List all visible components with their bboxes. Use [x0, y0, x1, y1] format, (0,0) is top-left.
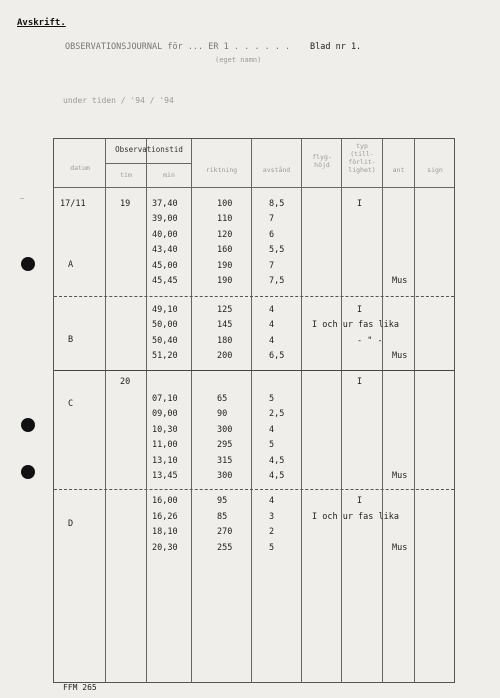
cell-avstand: 5 [269, 440, 275, 450]
cell-ant: Mus [392, 276, 408, 286]
cell-avstand: 6,5 [269, 351, 285, 361]
cell-typ: I [357, 305, 363, 315]
cell-avstand: 4 [269, 320, 275, 330]
observation-journal-line: OBSERVATIONSJOURNAL för ... ER 1 . . . . . . [65, 42, 291, 52]
cell-min: 51,20 [152, 351, 178, 361]
cell-riktning: 160 [217, 245, 233, 255]
cell-avstand: 2,5 [269, 409, 285, 419]
cell-min: 09,00 [152, 409, 178, 419]
col-header-min: min [163, 171, 175, 179]
cell-avstand: 4,5 [269, 471, 285, 481]
cell-tim: 20 [120, 377, 131, 387]
cell-min: 11,00 [152, 440, 178, 450]
cell-avstand: 3 [269, 512, 275, 522]
cell-avstand: 4 [269, 425, 275, 435]
cell-avstand: 5 [269, 394, 275, 404]
group-label: D [68, 519, 74, 529]
cell-typ: I [357, 199, 363, 209]
cell-avstand: 6 [269, 230, 275, 240]
cell-min: 50,00 [152, 320, 178, 330]
cell-riktning: 120 [217, 230, 233, 240]
cell-riktning: 125 [217, 305, 233, 315]
cell-ant: Mus [392, 543, 408, 553]
col-header-flyghojd: flyg- höjd [312, 153, 332, 169]
cell-min: 18,10 [152, 527, 178, 537]
cell-min: 37,40 [152, 199, 178, 209]
cell-min: 16,00 [152, 496, 178, 506]
cell-riktning: 200 [217, 351, 233, 361]
cell-riktning: 110 [217, 214, 233, 224]
form-code: FFM 265 [63, 683, 97, 692]
cell-avstand: 4 [269, 336, 275, 346]
col-header-sign: sign [427, 166, 443, 174]
cell-riktning: 100 [217, 199, 233, 209]
cell-riktning: 300 [217, 425, 233, 435]
eget-namn-caption: (eget namn) [215, 56, 262, 64]
cell-avstand: 4 [269, 496, 275, 506]
cell-min: 43,40 [152, 245, 178, 255]
cell-ant: Mus [392, 351, 408, 361]
cell-riktning: 190 [217, 261, 233, 271]
cell-riktning: 85 [217, 512, 228, 522]
cell-riktning: 95 [217, 496, 228, 506]
cell-riktning: 65 [217, 394, 228, 404]
cell-min: 10,30 [152, 425, 178, 435]
blad-number: Blad nr 1. [310, 42, 362, 52]
cell-min: 20,30 [152, 543, 178, 553]
cell-riktning: 145 [217, 320, 233, 330]
cell-typ: - " - [357, 336, 383, 346]
cell-avstand: 7 [269, 214, 275, 224]
cell-min: 49,10 [152, 305, 178, 315]
cell-riktning: 295 [217, 440, 233, 450]
cell-riktning: 315 [217, 456, 233, 466]
under-tiden-line: under tiden / '94 / '94 [63, 96, 174, 105]
cell-avstand: 5 [269, 543, 275, 553]
cell-min: 16,26 [152, 512, 178, 522]
cell-avstand: 8,5 [269, 199, 285, 209]
group-label: A [68, 260, 74, 270]
col-header-typ: typ (till- förlit- lighet) [348, 142, 376, 174]
cell-avstand: 4 [269, 305, 275, 315]
cell-ant: Mus [392, 471, 408, 481]
observation-table [53, 138, 455, 683]
col-header-riktning: riktning [205, 166, 238, 174]
cell-min: 40,00 [152, 230, 178, 240]
col-header-observationstid: Observationstid [115, 145, 183, 154]
cell-typ: I [357, 377, 363, 387]
cell-typ: I [357, 496, 363, 506]
cell-min: 45,00 [152, 261, 178, 271]
col-header-avstand: avstånd [262, 166, 291, 174]
cell-riktning: 255 [217, 543, 233, 553]
punch-hole [21, 257, 35, 271]
cell-min: 13,10 [152, 456, 178, 466]
cell-tim: 19 [120, 199, 131, 209]
cell-riktning: 190 [217, 276, 233, 286]
cell-riktning: 180 [217, 336, 233, 346]
cell-avstand: 4,5 [269, 456, 285, 466]
cell-note: I och ur fas lika [312, 512, 399, 522]
cell-min: 39,00 [152, 214, 178, 224]
cell-min: 50,40 [152, 336, 178, 346]
col-header-tim: tim [120, 171, 132, 179]
cell-avstand: 2 [269, 527, 275, 537]
group-label: C [68, 399, 74, 409]
punch-hole [21, 465, 35, 479]
cell-datum: 17/11 [60, 199, 86, 209]
cell-avstand: 7,5 [269, 276, 285, 286]
cell-min: 07,10 [152, 394, 178, 404]
col-header-ant: ant [392, 166, 405, 174]
cell-riktning: 90 [217, 409, 228, 419]
cell-riktning: 270 [217, 527, 233, 537]
group-label: B [68, 335, 74, 345]
cell-riktning: 300 [217, 471, 233, 481]
col-header-datum: datum [70, 164, 90, 172]
avskrift-label: Avskrift. [17, 18, 66, 28]
punch-hole [21, 418, 35, 432]
margin-mark: ~ [20, 195, 25, 203]
cell-avstand: 7 [269, 261, 275, 271]
cell-note: I och ur fas lika [312, 320, 399, 330]
cell-min: 13,45 [152, 471, 178, 481]
cell-min: 45,45 [152, 276, 178, 286]
cell-avstand: 5,5 [269, 245, 285, 255]
